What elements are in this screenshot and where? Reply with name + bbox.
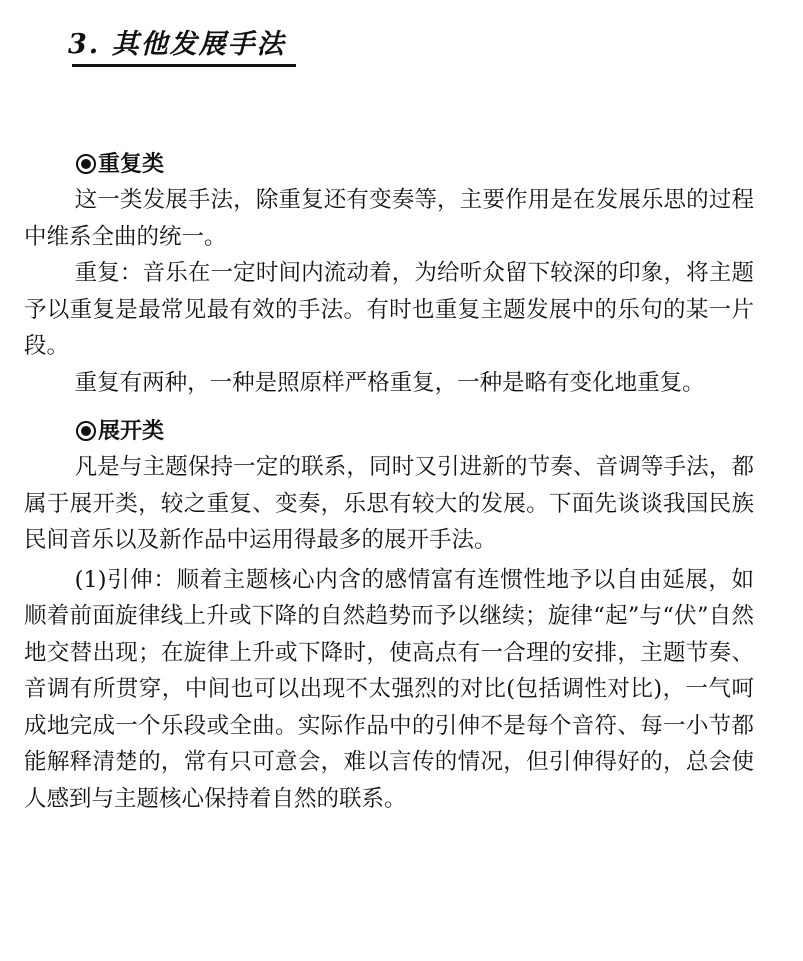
paragraph-repetition-intro: 这一类发展手法，除重复还有变奏等，主要作用是在发展乐思的过程中维系全曲的统一。 xyxy=(24,187,754,250)
subheading-repetition-text: 重复类 xyxy=(98,151,165,177)
paragraph-development-intro: 凡是与主题保持一定的联系，同时又引进新的节奏、音调等手法，都属于展开类，较之重复、变奏，乐思有较大的发展。下面先谈谈我国民族民间音乐以及新作品中运用得最多的展开手法。 xyxy=(24,454,754,553)
subheading-development-text: 展开类 xyxy=(98,418,165,444)
paragraph-repetition-types: 重复有两种，一种是照原样严格重复，一种是略有变化地重复。 xyxy=(74,369,705,396)
subheading-development xyxy=(24,413,754,449)
paragraph-repetition-definition: 重复：音乐在一定时间内流动着，为给听众留下较深的印象，将主题予以重复是最常见最有效的手法。有时也重复主题发展中的乐句的某一片段。 xyxy=(24,260,754,359)
bullet-icon xyxy=(76,421,96,441)
section-title: 3. 其他发展手法 xyxy=(68,29,286,60)
paragraph-extension: (1)引伸：顺着主题核心内含的感情富有连惯性地予以自由延展，如顺着前面旋律线上升或下降的自然趋势而予以继续；旋律“起”与“伏”自然地交替出现；在旋律上升或下降时，使高点有一合理的安排，主题节奏、音调有所贯穿，中间也可以出现不太强烈的对比(包括调性对比)，一气呵成地完成一个乐段或全曲。实际作品中的引伸不是每个音符、每一小节都能解释清楚的，常有只可意会，难以言传的情况，但引伸得好的，总会使人感到与主题核心保持着自然的联系。 xyxy=(24,566,754,812)
body-content xyxy=(24,146,754,817)
title-underline xyxy=(72,64,296,67)
subheading-repetition xyxy=(24,146,754,182)
bullet-icon xyxy=(76,154,96,174)
